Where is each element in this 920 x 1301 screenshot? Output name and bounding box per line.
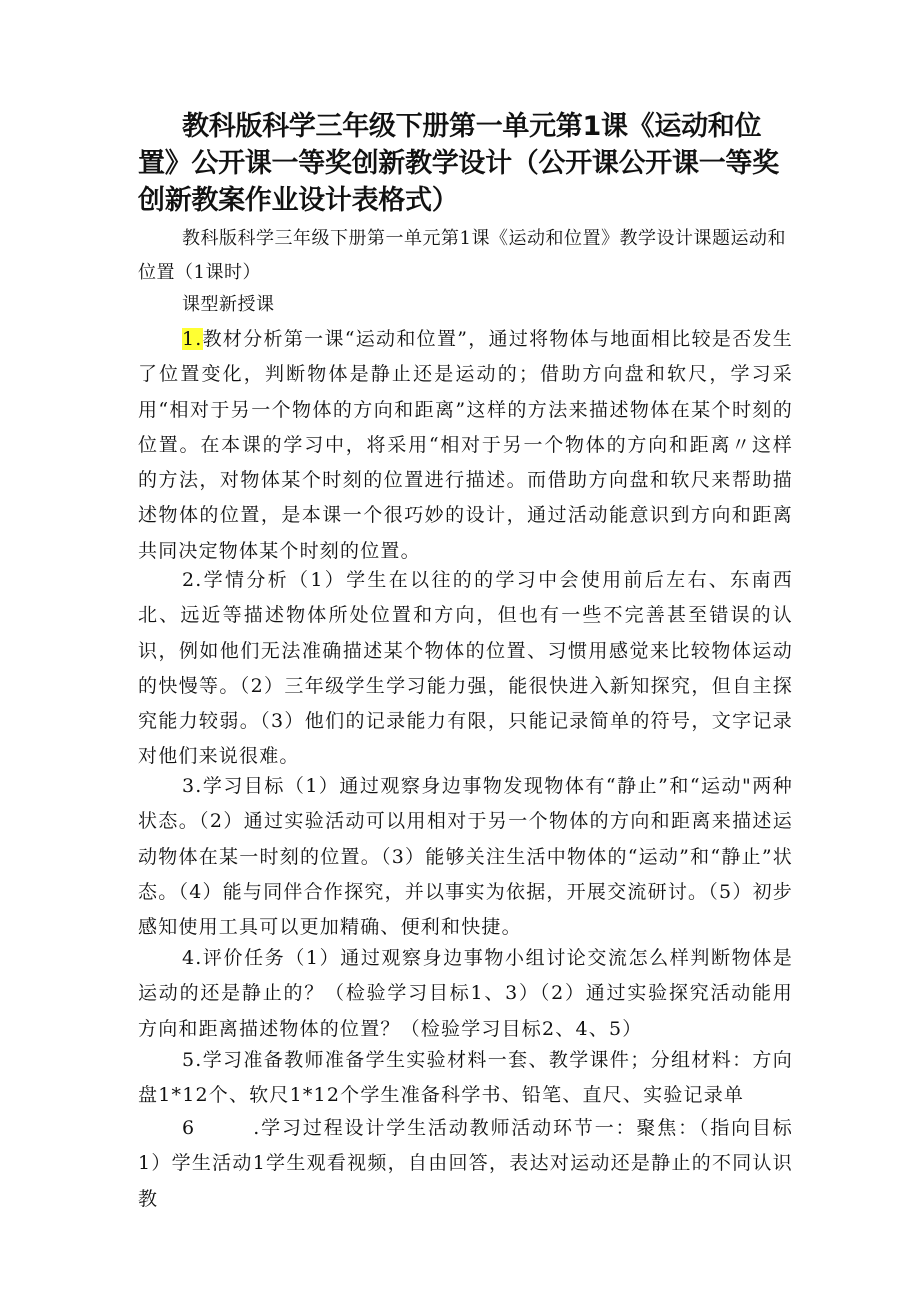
section-textbook-analysis bbox=[138, 322, 793, 569]
section-text: .评价任务（1）通过观察身边事物小组讨论交流怎么样判断物体是运动的还是静止的？（检验学习目标1、3）（2）通过实验探究活动能用方向和距离描述物体的位置？（检验学习目标2、4、5） bbox=[138, 947, 793, 1040]
section-text: .学习目标（1）通过观察身边事物发现物体有“静止”和“运动"两种状态。（2）通过实验活动可以用相对于另一个物体的方向和距离来描述运动物体在某一时刻的位置。（3）能够关注生活中物体的“运动”和“静止”状态。（4）能与同伴合作探究，并以事实为依据，开展交流研讨。（5）初步感知使用工具可以更加精确、便利和快捷。 bbox=[138, 775, 793, 939]
section-text: .学习过程设计学生活动教师活动环节一：聚焦：（指向目标1）学生活动1学生观看视频，自由回答，表达对运动还是静止的不同认识教 bbox=[138, 1117, 793, 1210]
section-number: 6 bbox=[182, 1117, 196, 1139]
section-number: 3 bbox=[182, 775, 196, 797]
section-number: 4 bbox=[182, 947, 196, 969]
section-evaluation-tasks bbox=[138, 941, 793, 1047]
section-number: 2 bbox=[182, 569, 196, 591]
section-learner-analysis bbox=[138, 563, 793, 775]
section-learning-goals bbox=[138, 769, 793, 945]
section-number-highlight: 1. bbox=[182, 328, 203, 350]
section-learning-process bbox=[138, 1111, 793, 1217]
document-title: 教科版科学三年级下册第一单元第1课《运动和位置》公开课一等奖创新教学设计（公开课公开课一等奖创新教案作业设计表格式） bbox=[138, 111, 779, 216]
section-preparation bbox=[138, 1043, 793, 1114]
lesson-type-line: 课型新授课 bbox=[182, 294, 275, 315]
section-text: 教材分析第一课“运动和位置”，通过将物体与地面相比较是否发生了位置变化，判断物体是静止还是运动的；借助方向盘和软尺，学习采用“相对于另一个物体的方向和距离”这样的方法来描述物体在某个时刻的位置。在本课的学习中，将采用“相对于另一个物体的方向和距离〃这样的方法，对物体某个时刻的位置进行描述。而借助方向盘和软尺来帮助描述物体的位置，是本课一个很巧妙的设计，通过活动能意识到方向和距离共同决定物体某个时刻的位置。 bbox=[138, 328, 793, 562]
section-number: 5 bbox=[182, 1049, 196, 1071]
section-text: .学情分析（1）学生在以往的的学习中会使用前后左右、东南西北、远近等描述物体所处位置和方向，但也有一些不完善甚至错误的认识，例如他们无法准确描述某个物体的位置、习惯用感觉来比较物体运动的快慢等。（2）三年级学生学习能力强，能很快进入新知探究，但自主探究能力较弱。（3）他们的记录能力有限，只能记录简单的符号，文字记录对他们来说很难。 bbox=[138, 569, 793, 768]
lesson-topic-line: 教科版科学三年级下册第一单元第1课《运动和位置》教学设计课题运动和位置（1课时） bbox=[138, 228, 786, 283]
section-text: .学习准备教师准备学生实验材料一套、教学课件；分组材料：方向盘1*12个、软尺1*12个学生准备科学书、铅笔、直尺、实验记录单 bbox=[138, 1049, 793, 1107]
